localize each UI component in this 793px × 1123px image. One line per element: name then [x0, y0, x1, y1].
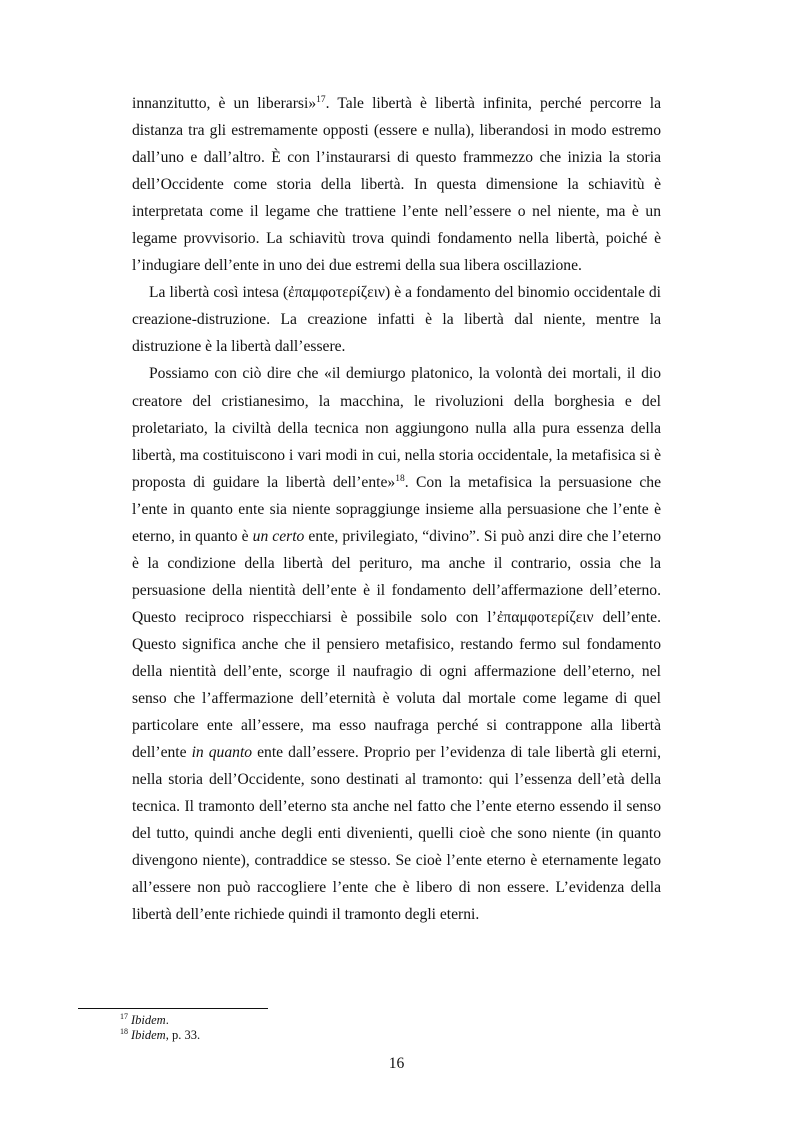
page-number: 16	[388, 1055, 405, 1072]
footnote-reference-text: Ibidem	[131, 1013, 166, 1027]
paragraph	[132, 279, 661, 360]
footnote-number: 17	[120, 1012, 128, 1021]
footnote-tail: .	[165, 1013, 169, 1027]
italic-text: un certo	[252, 527, 305, 545]
footnote	[78, 1013, 661, 1028]
text-run: . Con la metafisica la persuasione che l’ente in quanto ente sia niente sopraggiunge insieme alla persuasione che l’ente è eterno, in quanto è	[132, 473, 662, 545]
italic-text: in quanto	[191, 744, 253, 762]
body-text	[132, 90, 661, 928]
footnote	[78, 1028, 661, 1043]
footnote-separator	[78, 1008, 268, 1009]
text-run: Possiamo con ciò dire che «il demiurgo platonico, la volontà dei mortali, il dio creatore del cristianesimo, la macchina, le rivoluzioni della borghesia e del proletariato, la civiltà della tecnica non aggiungono nulla alla pura essenza della libertà, ma costituiscono i vari modi in cui, nella storia occidentale, la metafisica si è proposta di guidare la libertà dell’ente»	[132, 365, 661, 491]
text-run: La libertà così intesa (ἐπαμφοτερίζειν) è a fondamento del binomio occidentale di creazione-distruzione. La creazione infatti è la libertà dal niente, mentre la distruzione è la libertà dall’essere.	[132, 284, 661, 356]
footnote-reference: 17	[316, 95, 326, 105]
text-run: innanzitutto, è un liberarsi»	[132, 95, 317, 112]
text-run: ente dall’essere. Proprio per l’evidenza di tale libertà gli eterni, nella storia dell’Occidente, sono destinati al tramonto: qui l’essenza dell’età della tecnica. Il tramonto dell’eterno sta anche nel fatto che l’ente eterno essendo il senso del tutto, quindi anche degli enti divenienti, quelli cioè che sono niente (in quanto divengono niente), contraddice se stesso. Se cioè l’ente eterno è eternamente legato all’essere non può raccogliere l’ente che è libero di non essere. L’evidenza della libertà dell’ente richiede quindi il tramonto degli eterni.	[132, 744, 661, 924]
text-run: ente, privilegiato, “divino”. Si può anzi dire che l’eterno è la condizione della libertà del perituro, ma anche il contrario, ossia che la persuasione della nientità dell’ente è il fondamento dell’affermazione dell’eterno. Questo reciproco rispecchiarsi è possibile solo con l’ἐπαμφοτερίζειν dell’ente. Questo significa anche che il pensiero metafisico, restando fermo sul fondamento della nientità dell’ente, scorge il naufragio di ogni affermazione dell’eterno, nel senso che l’affermazione dell’eternità è voluta dal mortale come legame di quel particolare ente all’essere, ma esso naufraga perché si contrappone alla libertà dell’ente	[132, 527, 661, 762]
footnotes	[78, 1013, 661, 1043]
paragraph	[132, 360, 661, 928]
paragraph	[132, 90, 661, 279]
footnote-tail: , p. 33.	[165, 1028, 201, 1042]
footnote-reference: 18	[395, 473, 405, 484]
footnote-reference-text: Ibidem	[131, 1028, 166, 1042]
footnote-number: 18	[120, 1027, 128, 1036]
text-run: . Tale libertà è libertà infinita, perché percorre la distanza tra gli estremamente opposti (essere e nulla), liberandosi in modo estremo dall’uno e dall’altro. È con l’instaurarsi di questo frammezzo che inizia la storia dell’Occidente come storia della libertà. In questa dimensione la schiavitù è interpretata come il legame che trattiene l’ente nell’essere o nel niente, ma è un legame provvisorio. La schiavitù trova quindi fondamento nella libertà, poiché è l’indugiare dell’ente in uno dei due estremi della sua libera oscillazione.	[132, 95, 661, 275]
